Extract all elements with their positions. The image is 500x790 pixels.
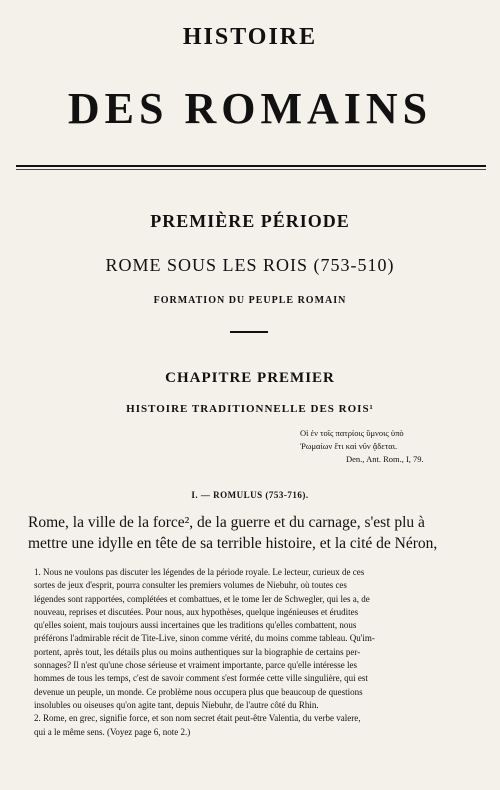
footnote-line: qu'elles soient, mais toujours aussi incertaines que les traditions qu'elles combattent, nous [34,620,357,631]
period-subtitle: ROME SOUS LES ROIS (753-510) [105,255,395,275]
period-heading: PREMIÈRE PÉRIODE [150,211,350,231]
footnote-line: 2. Rome, en grec, signifie force, et son nom secret était peut-être Valentia, du verbe valere, [34,713,361,724]
section-heading: I. — ROMULUS (753-716). [191,490,309,500]
chapter-subtitle: HISTOIRE TRADITIONNELLE DES ROIS¹ [126,403,374,415]
body-line: Rome, la ville de la force², de la guerre et du carnage, s'est plu à [28,514,425,531]
footnote-line: 1. Nous ne voulons pas discuter les légendes de la période royale. Le lecteur, curieux de ces [34,567,365,577]
period-formation: FORMATION DU PEUPLE ROMAIN [153,295,347,306]
body-text [28,512,474,554]
epigraph-citation: Den., Ant. Rom., I, 79. [346,454,424,464]
footnote-line: légendes sont rapportées, complétées et combattues, et le tome Ier de Schwegler, qui les a, de [34,593,370,604]
footnote-line: portent, après tout, les détails plus ou moins authentiques sur la biographie de certains per- [34,646,361,657]
footnote-line: sonnages? Il n'est qu'une chose sérieuse et vraiment importante, parce qu'elle intéresse les [34,660,357,671]
footnote-line: préférons l'admirable récit de Tite-Live, sinon comme vérité, du moins comme tableau. Qu'im- [34,633,375,644]
footnote-line: hommes de tous les temps, c'est de savoir comment s'est formée cette ville singulière, qui est [34,673,368,684]
epigraph [300,427,490,466]
body-line: mettre une idylle en tête de sa terrible histoire, et la cité de Néron, [28,535,438,552]
epigraph-line: Οἱ ἐν τοῖς πατρίοις ὕμνοις ὑπὸ [300,428,404,438]
footnote-line: devenue un peuple, un monde. Ce problème nous occupera plus que beaucoup de questions [34,686,363,697]
footnote-line: nouveau, reprises et discutées. Pour nous, aux hypothèses, quelque ingénieuses et érudites [34,606,359,617]
chapter-heading: CHAPITRE PREMIER [165,370,335,386]
section-divider [230,331,268,333]
footnote-line: sortes de jeux d'esprit, pourra consulter les premiers volumes de Niebuhr, où toutes ces [34,580,347,591]
title-divider-thin [16,169,486,170]
book-title-small: HISTOIRE [182,24,318,50]
epigraph-line: Ῥωμαίων ἔτι καὶ νῦν ᾄδεται. [300,441,398,451]
title-divider [16,165,486,167]
footnote-line: qui a le même sens. (Voyez page 6, note 2.) [34,726,191,737]
book-title: DES ROMAINS [67,84,433,133]
footnote-line: insolubles ou oiseuses qu'on agite tant, depuis Niebuhr, de l'autre côté du Rhin. [34,699,319,710]
footnotes [34,566,474,739]
